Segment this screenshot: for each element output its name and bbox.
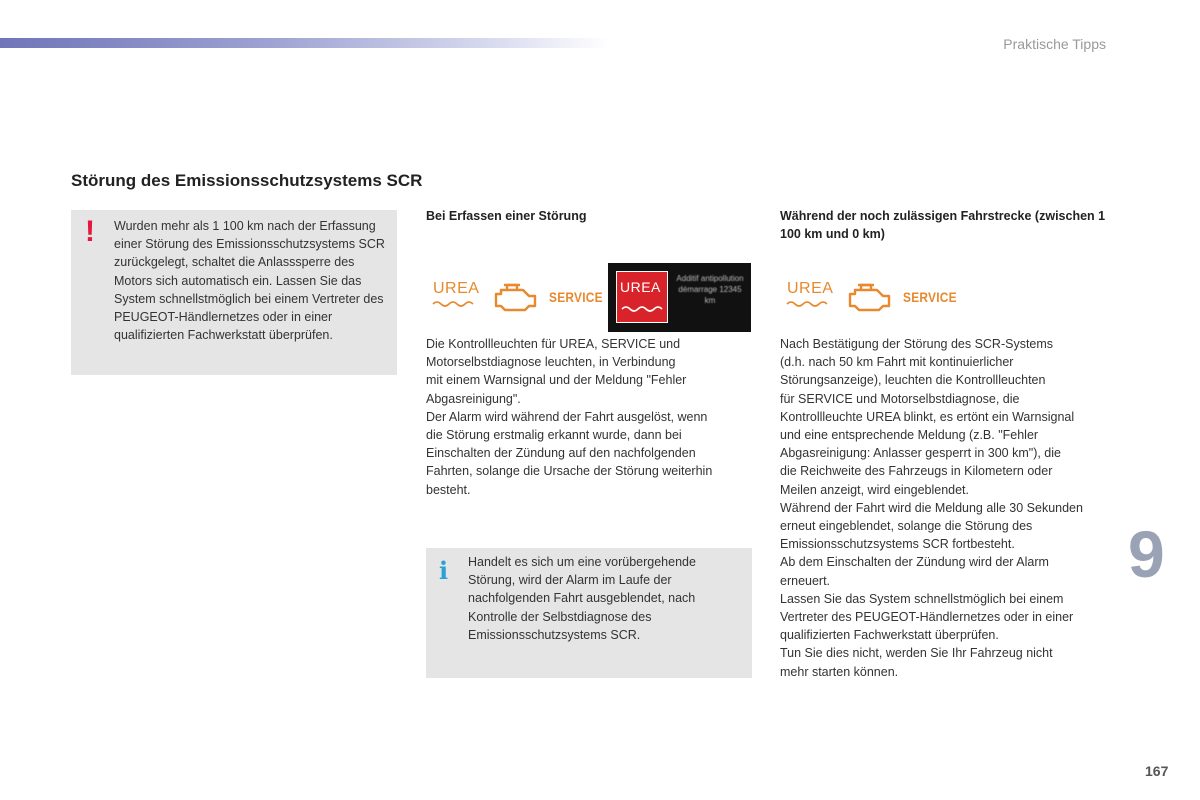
- chapter-number: 9: [1128, 517, 1165, 591]
- dashboard-display: [608, 263, 751, 332]
- column1-heading: Bei Erfassen einer Störung: [426, 209, 587, 223]
- page-number: 167: [1145, 763, 1169, 779]
- display-urea-icon: [616, 271, 668, 323]
- wave-icon: [431, 299, 477, 309]
- section-title: Störung des Emissionsschutzsystems SCR: [71, 171, 423, 190]
- warning-box: [71, 210, 397, 375]
- display-wave-icon: [620, 304, 666, 314]
- info-icon: i: [439, 556, 449, 585]
- header-section-label: Praktische Tipps: [1003, 36, 1106, 52]
- engine-check-icon: [493, 280, 539, 314]
- engine-check-icon: [847, 280, 893, 314]
- urea-lamp-icon: [431, 280, 479, 314]
- display-urea-label: UREA: [620, 279, 661, 295]
- wave-icon: [785, 299, 831, 309]
- urea-lamp-label: UREA: [433, 280, 480, 297]
- warning-text: Wurden mehr als 1 100 km nach der Erfassung einer Störung des Emissionsschutzsystems SCR zurückgelegt, schaltet die Anlasssperre des Motors sich automatisch ein. Lassen Sie das System schnellstmöglich bei einem Vertreter des PEUGEOT-Händlernetzes oder in einer qualifizierten Fachwerkstatt überprüfen.: [114, 219, 385, 343]
- display-message: Additif antipollution démarrage 12345 km: [676, 274, 744, 305]
- exclamation-icon: !: [85, 215, 95, 248]
- column2-body-text: Nach Bestätigung der Störung des SCR-Systems (d.h. nach 50 km Fahrt mit kontinuierlicher Störungsanzeige), leuchten die Kontrollleuchten für SERVICE und Motorselbstdiagnose, die Kontrollleuchte UREA blinkt, es ertönt ein Warnsignal und eine entsprechende Meldung (z.B. "Fehler Abgasreinigung: Anlasser gesperrt in 300 km"), die die Reichweite des Fahrzeugs in Kilometern oder Meilen anzeigt, wird eingeblendet. Während der Fahrt wird die Meldung alle 30 Sekunden erneut eingeblendet, solange die Störung des Emissionsschutzsystems SCR fortbesteht. Ab dem Einschalten der Zündung wird der Alarm erneuert. Lassen Sie das System schnellstmöglich bei einem Vertreter des PEUGEOT-Händlernetzes oder in einer qualifizierten Fachwerkstatt überprüfen. Tun Sie dies nicht, werden Sie Ihr Fahrzeug nicht mehr starten können.: [780, 337, 1083, 679]
- column2-warning-lamps: [785, 280, 966, 314]
- header-accent-bar: [0, 38, 610, 48]
- column1-body-text: Die Kontrollleuchten für UREA, SERVICE und Motorselbstdiagnose leuchten, in Verbindung mit einem Warnsignal und der Meldung "Fehler Abgasreinigung". Der Alarm wird während der Fahrt ausgelöst, wenn die Störung erstmalig erkannt wurde, dann bei Einschalten der Zündung auf den nachfolgenden Fahrten, solange die Ursache der Störung weiterhin besteht.: [426, 337, 713, 497]
- info-text: Handelt es sich um eine vorübergehende Störung, wird der Alarm im Laufe der nachfolgenden Fahrt ausgeblendet, nach Kontrolle der Selbstdiagnose des Emissionsschutzsystems SCR.: [468, 555, 696, 642]
- urea-lamp-icon: [785, 280, 833, 314]
- urea-lamp-label: UREA: [787, 280, 834, 297]
- service-lamp-label: SERVICE: [903, 289, 957, 305]
- service-lamp-label: SERVICE: [549, 289, 603, 305]
- info-box: [426, 548, 752, 678]
- column2-heading: Während der noch zulässigen Fahrstrecke (zwischen 1 100 km und 0 km): [780, 209, 1106, 242]
- column1-warning-lamps: [431, 280, 612, 314]
